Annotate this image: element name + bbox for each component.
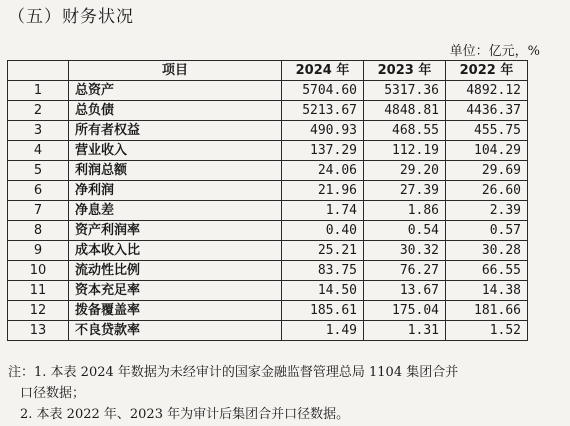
- header-index: [8, 61, 69, 81]
- row-item: 流动性比例: [69, 261, 282, 281]
- value-2024: 24.06: [282, 161, 364, 181]
- value-2023: 30.32: [364, 241, 446, 261]
- row-index: 8: [8, 221, 69, 241]
- table-row: [8, 181, 528, 201]
- value-2022: 29.69: [446, 161, 528, 181]
- value-2024: 25.21: [282, 241, 364, 261]
- value-2022: 0.57: [446, 221, 528, 241]
- row-item: 净利润: [69, 181, 282, 201]
- row-index: 7: [8, 201, 69, 221]
- value-2023: 4848.81: [364, 101, 446, 121]
- table-header-row: [8, 61, 528, 81]
- row-index: 13: [8, 321, 69, 341]
- row-index: 11: [8, 281, 69, 301]
- header-item: 项目: [69, 61, 282, 81]
- table-row: [8, 141, 528, 161]
- notes: [8, 362, 564, 425]
- row-index: 6: [8, 181, 69, 201]
- table-row: [8, 161, 528, 181]
- value-2022: 1.52: [446, 321, 528, 341]
- value-2022: 14.38: [446, 281, 528, 301]
- header-2024: 2024 年: [282, 61, 364, 81]
- value-2024: 0.40: [282, 221, 364, 241]
- financial-table: [7, 60, 528, 341]
- value-2024: 21.96: [282, 181, 364, 201]
- value-2022: 455.75: [446, 121, 528, 141]
- value-2024: 490.93: [282, 121, 364, 141]
- row-index: 10: [8, 261, 69, 281]
- row-index: 3: [8, 121, 69, 141]
- row-index: 1: [8, 81, 69, 101]
- value-2022: 2.39: [446, 201, 528, 221]
- section-title: （五）财务状况: [8, 7, 134, 27]
- row-item: 资产利润率: [69, 221, 282, 241]
- value-2023: 5317.36: [364, 81, 446, 101]
- note-1-cont: 口径数据；: [20, 386, 86, 401]
- row-item: 所有者权益: [69, 121, 282, 141]
- value-2022: 4892.12: [446, 81, 528, 101]
- value-2022: 4436.37: [446, 101, 528, 121]
- row-index: 4: [8, 141, 69, 161]
- value-2024: 83.75: [282, 261, 364, 281]
- table-row: [8, 201, 528, 221]
- table-row: [8, 81, 528, 101]
- row-item: 净息差: [69, 201, 282, 221]
- row-index: 9: [8, 241, 69, 261]
- value-2024: 137.29: [282, 141, 364, 161]
- value-2022: 66.55: [446, 261, 528, 281]
- unit-label: 单位：亿元，%: [449, 44, 540, 59]
- row-index: 12: [8, 301, 69, 321]
- value-2024: 5213.67: [282, 101, 364, 121]
- value-2023: 1.31: [364, 321, 446, 341]
- row-item: 不良贷款率: [69, 321, 282, 341]
- row-index: 2: [8, 101, 69, 121]
- value-2024: 1.49: [282, 321, 364, 341]
- value-2023: 0.54: [364, 221, 446, 241]
- value-2023: 29.20: [364, 161, 446, 181]
- row-item: 营业收入: [69, 141, 282, 161]
- header-2023: 2023 年: [364, 61, 446, 81]
- value-2022: 181.66: [446, 301, 528, 321]
- table-row: [8, 101, 528, 121]
- value-2023: 112.19: [364, 141, 446, 161]
- table-row: [8, 241, 528, 261]
- value-2022: 30.28: [446, 241, 528, 261]
- row-item: 拨备覆盖率: [69, 301, 282, 321]
- table-row: [8, 261, 528, 281]
- note-1: 注：1. 本表 2024 年数据为未经审计的国家金融监督管理总局 1104 集团合并: [8, 365, 459, 380]
- value-2022: 104.29: [446, 141, 528, 161]
- value-2024: 185.61: [282, 301, 364, 321]
- value-2023: 468.55: [364, 121, 446, 141]
- value-2023: 13.67: [364, 281, 446, 301]
- value-2024: 14.50: [282, 281, 364, 301]
- note-2: 2. 本表 2022 年、2023 年为审计后集团合并口径数据。: [20, 407, 350, 422]
- table-row: [8, 281, 528, 301]
- row-index: 5: [8, 161, 69, 181]
- value-2024: 5704.60: [282, 81, 364, 101]
- table-row: [8, 221, 528, 241]
- table-row: [8, 301, 528, 321]
- value-2023: 76.27: [364, 261, 446, 281]
- value-2023: 27.39: [364, 181, 446, 201]
- value-2022: 26.60: [446, 181, 528, 201]
- value-2024: 1.74: [282, 201, 364, 221]
- row-item: 总负债: [69, 101, 282, 121]
- value-2023: 1.86: [364, 201, 446, 221]
- header-2022: 2022 年: [446, 61, 528, 81]
- row-item: 利润总额: [69, 161, 282, 181]
- row-item: 资本充足率: [69, 281, 282, 301]
- row-item: 总资产: [69, 81, 282, 101]
- table-row: [8, 121, 528, 141]
- row-item: 成本收入比: [69, 241, 282, 261]
- value-2023: 175.04: [364, 301, 446, 321]
- table-row: [8, 321, 528, 341]
